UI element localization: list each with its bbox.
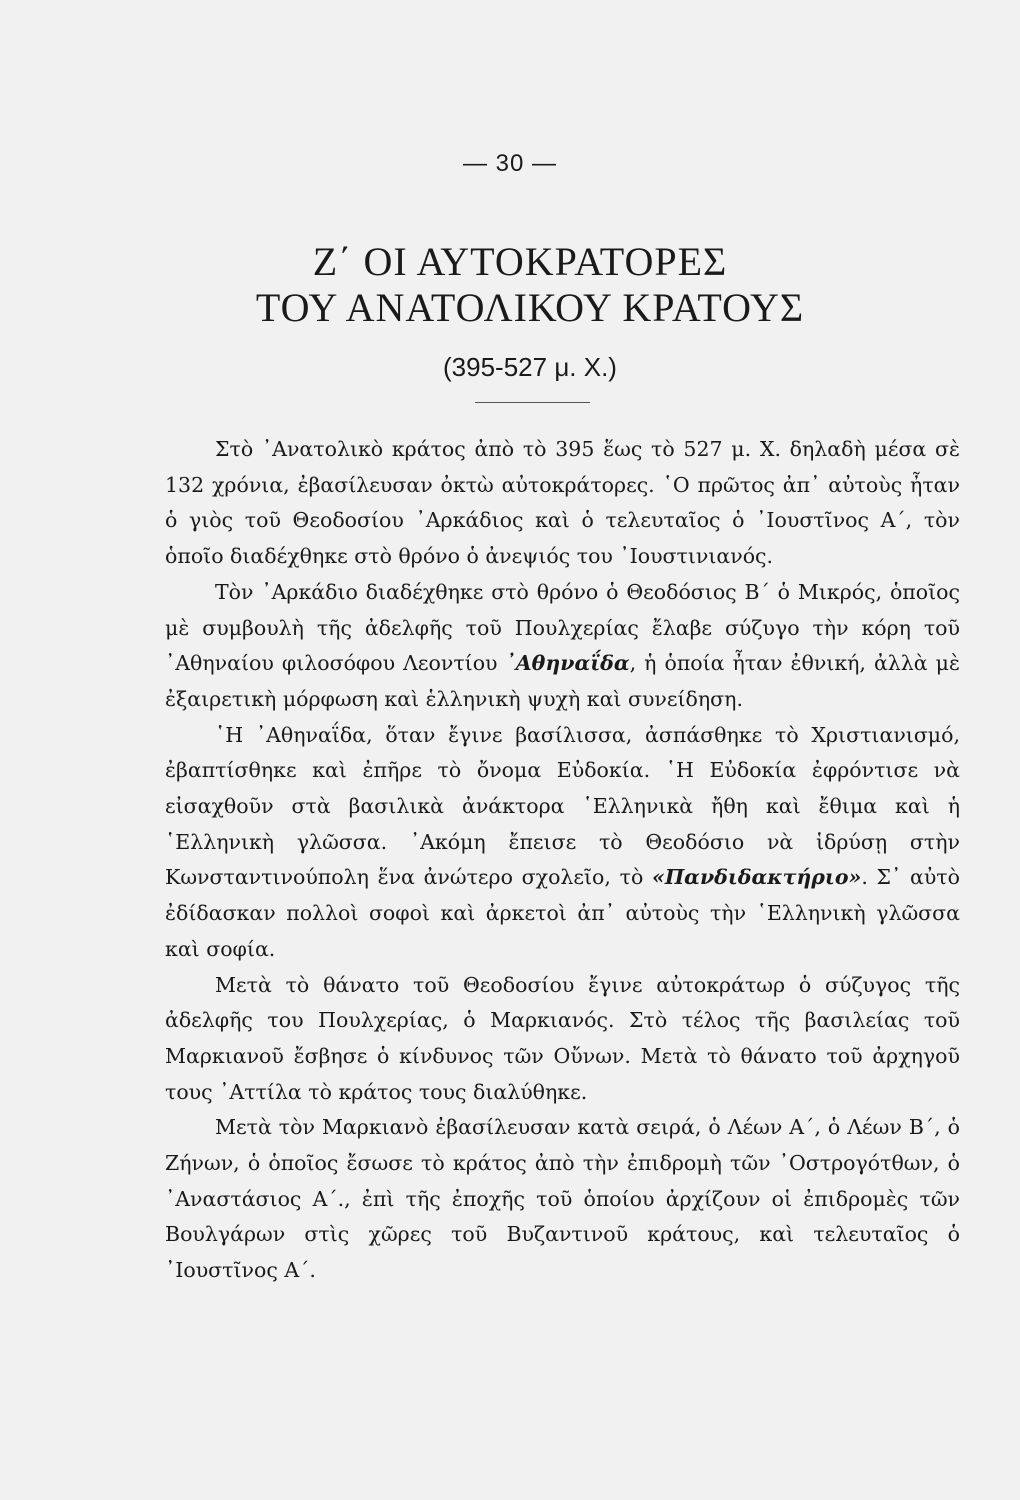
paragraph-2-emphasis: ᾿Αθηναΐδα — [505, 651, 630, 676]
paragraph-4: Μετὰ τὸ θάνατο τοῦ Θεοδοσίου ἔγινε αὐτοκράτωρ ὁ σύζυγος τῆς ἀδελφῆς του Πουλχερίας, ὁ Μαρκιανός. Στὸ τέλος τῆς βασιλείας τοῦ Μαρκιανοῦ ἔσβησε ὁ κίνδυνος τῶν Οὔνων. Μετὰ τὸ θάνατο τοῦ ἀρχηγοῦ τους ᾿Αττίλα τὸ κράτος τους διαλύθηκε. — [165, 972, 960, 1104]
chapter-dates: (395-527 μ. Χ.) — [443, 352, 617, 382]
paragraph-1: Στὸ ᾿Ανατολικὸ κράτος ἀπὸ τὸ 395 ἕως τὸ 527 μ. Χ. δηλαδὴ μέσα σὲ 132 χρόνια, ἐβασίλευσαν ὀκτὼ αὐτοκράτορες. ῾Ο πρῶτος ἀπ᾿ αὐτοὺς ἦταν ὁ γιὸς τοῦ Θεοδοσίου ᾿Αρκάδιος καὶ ὁ τελευταῖος ὁ ᾿Ιουστῖνος Α΄, τὸν ὁποῖο διαδέχθηκε στὸ θρόνο ὁ ἀνεψιός του ᾿Ιουστινιανός. — [165, 437, 960, 569]
paragraph-3 — [165, 718, 960, 968]
body-text — [165, 432, 960, 1289]
paragraph-2 — [165, 575, 960, 718]
chapter-title-line-2: ΤΟΥ ΑΝΑΤΟΛΙΚΟΥ ΚΡΑΤΟΥΣ — [255, 285, 805, 330]
paragraph-2-text-b: , ἡ ὁποία ἦταν ἐθνική, ἀλλὰ μὲ ἐξαιρετικὴ μόρφωση καὶ ἑλληνικὴ ψυχὴ καὶ συνείδηση. — [165, 651, 960, 711]
paragraph-3-emphasis: «Πανδιδακτήριο» — [652, 865, 862, 890]
paragraph-2-text-a: Τὸν ᾿Αρκάδιο διαδέχθηκε στὸ θρόνο ὁ Θεοδόσιος Β΄ ὁ Μικρός, ὁποῖος μὲ συμβουλὴ τῆς ἀδελφῆς τοῦ Πουλχερίας ἔλαβε σύζυγο τὴν κόρη τοῦ ᾿Αθηναίου φιλοσόφου Λεοντίου — [165, 579, 960, 676]
paragraph-5: Μετὰ τὸν Μαρκιανὸ ἐβασίλευσαν κατὰ σειρά, ὁ Λέων Α΄, ὁ Λέων Β΄, ὁ Ζήνων, ὁ ὁποῖος ἔσωσε τὸ κράτος ἀπὸ τὴν ἐπιδρομὴ τῶν ᾿Οστρογότθων, ὁ ᾿Αναστάσιος Α΄., ἐπὶ τῆς ἐποχῆς τοῦ ὁποίου ἀρχίζουν οἱ ἐπιδρομὲς τῶν Βουλγάρων στὶς χῶρες τοῦ Βυζαντινοῦ κράτους, καὶ τελευταῖος ὁ ᾿Ιουστῖνος Α΄. — [165, 1115, 960, 1283]
paragraph-3-text-b: . Σ᾿ αὐτὸ ἐδίδασκαν πολλοὶ σοφοὶ καὶ ἀρκετοὶ ἀπ᾿ αὐτοὺς τὴν ῾Ελληνικὴ γλῶσσα καὶ σοφία. — [165, 865, 960, 961]
paragraph-3-text-a: ῾Η ᾿Αθηναΐδα, ὅταν ἔγινε βασίλισσα, ἀσπάσθηκε τὸ Χριστιανισμό, ἐβαπτίσθηκε καὶ ἐπῆρε τὸ ὄνομα Εὐδοκία. ῾Η Εὐδοκία ἐφρόντισε νὰ εἰσαχθοῦν στὰ βασιλικὰ ἀνάκτορα ῾Ελληνικὰ ἤθη καὶ ἔθιμα καὶ ἡ ῾Ελληνικὴ γλῶσσα. ᾿Ακόμη ἔπεισε τὸ Θεοδόσιο νὰ ἱδρύσῃ στὴν Κωνσταντινούπολη ἕνα ἀνώτερο σχολεῖο, τὸ — [165, 722, 960, 890]
chapter-title-line-1: Ζ΄ ΟΙ ΑΥΤΟΚΡΑΤΟΡΕΣ — [312, 239, 728, 284]
page-number: — 30 — — [462, 150, 558, 177]
separator-rule — [475, 402, 590, 403]
